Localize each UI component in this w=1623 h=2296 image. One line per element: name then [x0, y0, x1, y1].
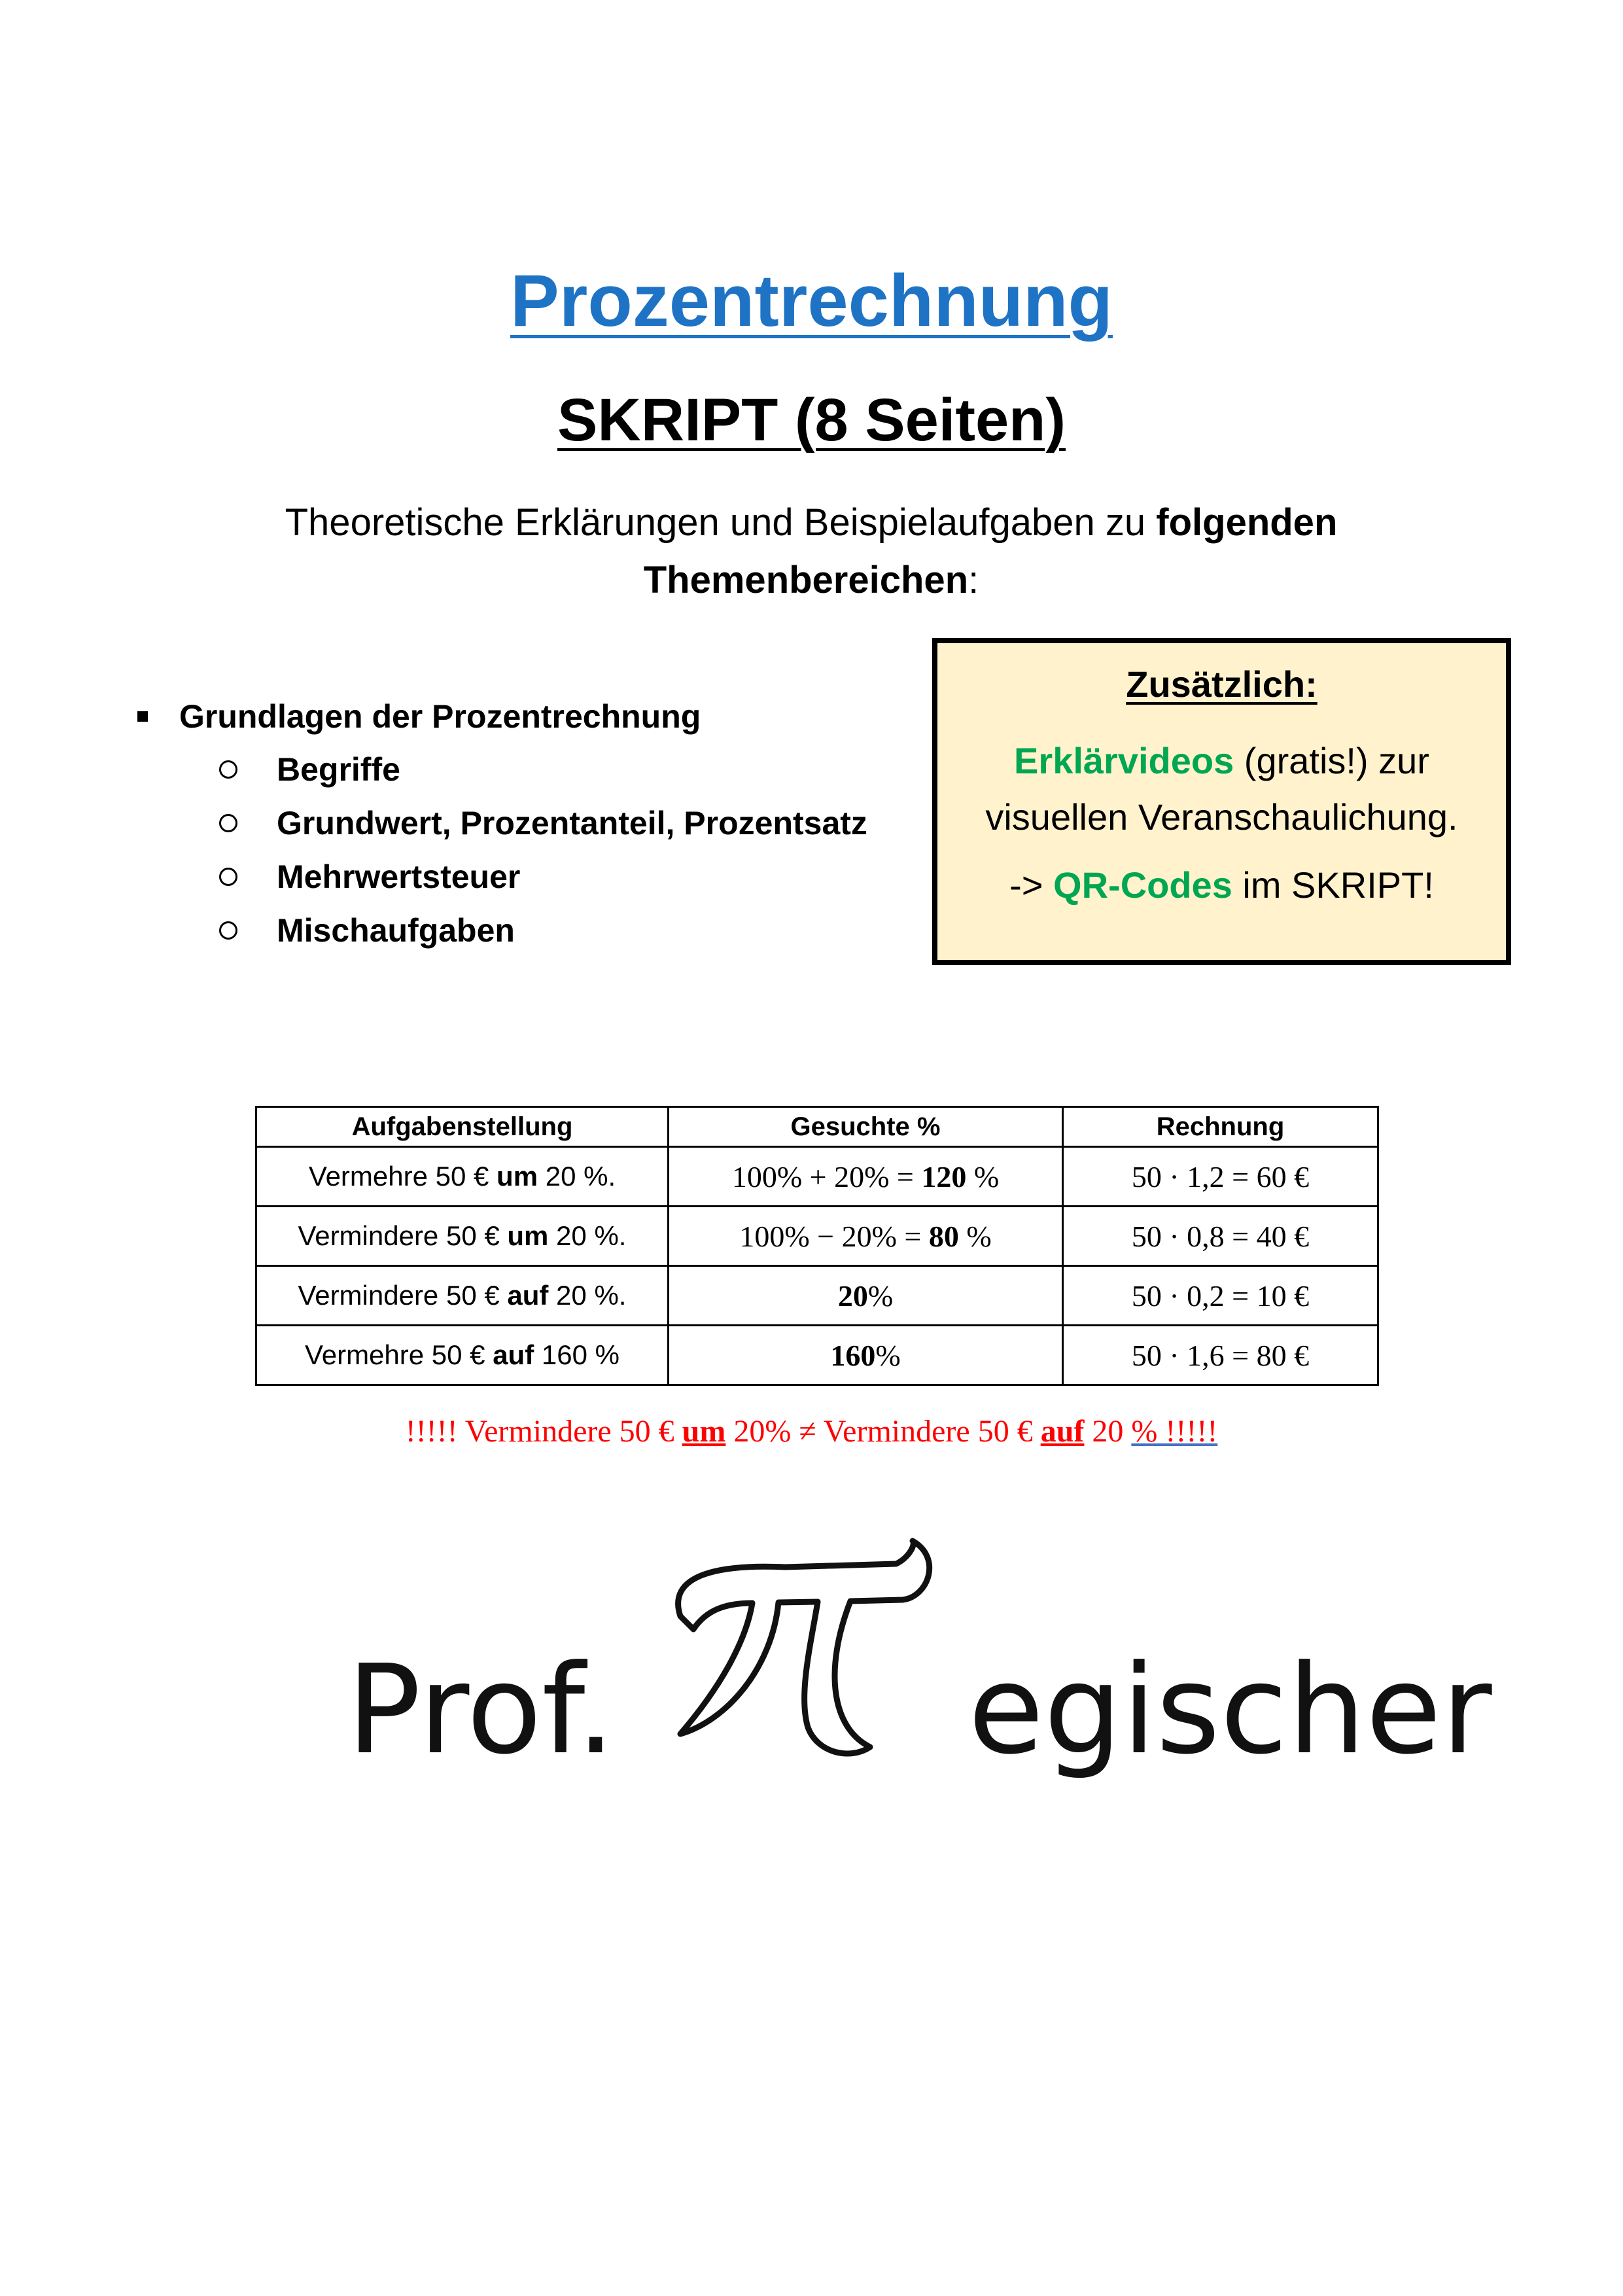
calc-cell: 50 · 1,2 = 60 €	[1063, 1147, 1378, 1207]
task-key: um	[497, 1161, 538, 1192]
task-pre: Vermindere 50 €	[298, 1220, 508, 1251]
table-row	[256, 1207, 1378, 1266]
task-cell	[256, 1326, 669, 1385]
topic-sub-label: Mehrwertsteuer	[277, 858, 521, 895]
info-box-videos	[937, 733, 1506, 845]
topic-sub-label: Mischaufgaben	[277, 912, 515, 949]
task-post: 20 %.	[548, 1280, 627, 1311]
circle-bullet-icon	[219, 868, 237, 886]
square-bullet-icon	[137, 711, 148, 722]
warning-note	[0, 1413, 1623, 1449]
task-key: auf	[493, 1339, 534, 1370]
task-post: 160 %	[534, 1339, 620, 1370]
pct-bold: 80	[928, 1219, 959, 1253]
pct-bold: 20	[837, 1279, 868, 1313]
pct-post: %	[875, 1338, 901, 1372]
warn-part-1: !!!!! Vermindere 50 €	[405, 1414, 682, 1449]
task-key: auf	[507, 1280, 549, 1311]
info-box	[932, 638, 1511, 965]
pct-post: %	[867, 1279, 894, 1313]
task-post: 20 %.	[548, 1220, 627, 1251]
task-pre: Vermehre 50 €	[308, 1161, 497, 1192]
table-header-cell: Gesuchte %	[669, 1107, 1063, 1147]
qr-label: QR-Codes	[1053, 864, 1232, 906]
calc-cell: 50 · 1,6 = 80 €	[1063, 1326, 1378, 1385]
task-pre: Vermehre 50 €	[305, 1339, 493, 1370]
circle-bullet-icon	[219, 760, 237, 779]
videos-label: Erklärvideos	[1014, 740, 1234, 781]
pct-bold: 120	[921, 1159, 967, 1193]
document-subtitle: SKRIPT (8 Seiten)	[557, 387, 1066, 453]
topic-main-label: Grundlagen der Prozentrechnung	[179, 698, 701, 735]
topic-sub-item	[219, 743, 867, 796]
pct-pre: 100% + 20% =	[731, 1159, 922, 1193]
topic-sub-item	[219, 850, 867, 904]
warn-part-3: 20	[1084, 1414, 1132, 1449]
logo-text-left: Prof.	[347, 1638, 616, 1782]
percent-cell	[669, 1207, 1063, 1266]
calc-cell: 50 · 0,8 = 40 €	[1063, 1207, 1378, 1266]
intro-text	[196, 494, 1426, 609]
percent-table	[255, 1106, 1379, 1386]
topic-main	[137, 690, 867, 743]
pi-icon	[654, 1538, 955, 1773]
arrow-text: ->	[1009, 864, 1054, 906]
topic-list	[137, 690, 867, 957]
table-header-cell: Aufgabenstellung	[256, 1107, 669, 1147]
info-box-heading: Zusätzlich:	[1126, 663, 1318, 705]
warn-part-2: 20% ≠ Vermindere 50 €	[725, 1414, 1041, 1449]
table-header-row	[256, 1107, 1378, 1147]
circle-bullet-icon	[219, 814, 237, 832]
warn-key-auf: auf	[1040, 1414, 1085, 1449]
videos-rest-2: visuellen Veranschaulichung.	[985, 796, 1458, 838]
percent-cell	[669, 1266, 1063, 1326]
task-cell	[256, 1266, 669, 1326]
task-cell	[256, 1207, 669, 1266]
logo	[347, 1538, 1492, 1786]
task-cell	[256, 1147, 669, 1207]
calc-cell: 50 · 0,2 = 10 €	[1063, 1266, 1378, 1326]
table-row	[256, 1147, 1378, 1207]
task-post: 20 %.	[538, 1161, 616, 1192]
pct-pre: 100% − 20% =	[739, 1219, 929, 1253]
table-row	[256, 1326, 1378, 1385]
topic-sub-item	[219, 796, 867, 850]
circle-bullet-icon	[219, 921, 237, 940]
logo-text-right: egischer	[968, 1638, 1492, 1782]
document-title: Prozentrechnung	[510, 260, 1113, 342]
videos-rest-1: (gratis!) zur	[1234, 740, 1429, 781]
intro-part1: Theoretische Erklärungen und Beispielaufgaben zu	[285, 501, 1157, 544]
pct-post: %	[966, 1159, 1000, 1193]
topic-sub-label: Grundwert, Prozentanteil, Prozentsatz	[277, 805, 867, 841]
task-pre: Vermindere 50 €	[298, 1280, 508, 1311]
table-header-cell: Rechnung	[1063, 1107, 1378, 1147]
qr-rest: im SKRIPT!	[1232, 864, 1434, 906]
percent-cell	[669, 1326, 1063, 1385]
info-box-qr	[937, 864, 1506, 906]
pct-bold: 160	[830, 1338, 876, 1372]
task-key: um	[507, 1220, 549, 1251]
warn-part-4: % !!!!!	[1131, 1414, 1218, 1449]
topic-sub-item	[219, 904, 867, 957]
percent-cell	[669, 1147, 1063, 1207]
warn-key-um: um	[682, 1414, 726, 1449]
table-row	[256, 1266, 1378, 1326]
intro-part2: :	[968, 559, 979, 601]
pct-post: %	[958, 1219, 992, 1253]
intro-bold: folgenden Themenbereichen	[643, 501, 1338, 601]
topic-sub-label: Begriffe	[277, 751, 400, 788]
